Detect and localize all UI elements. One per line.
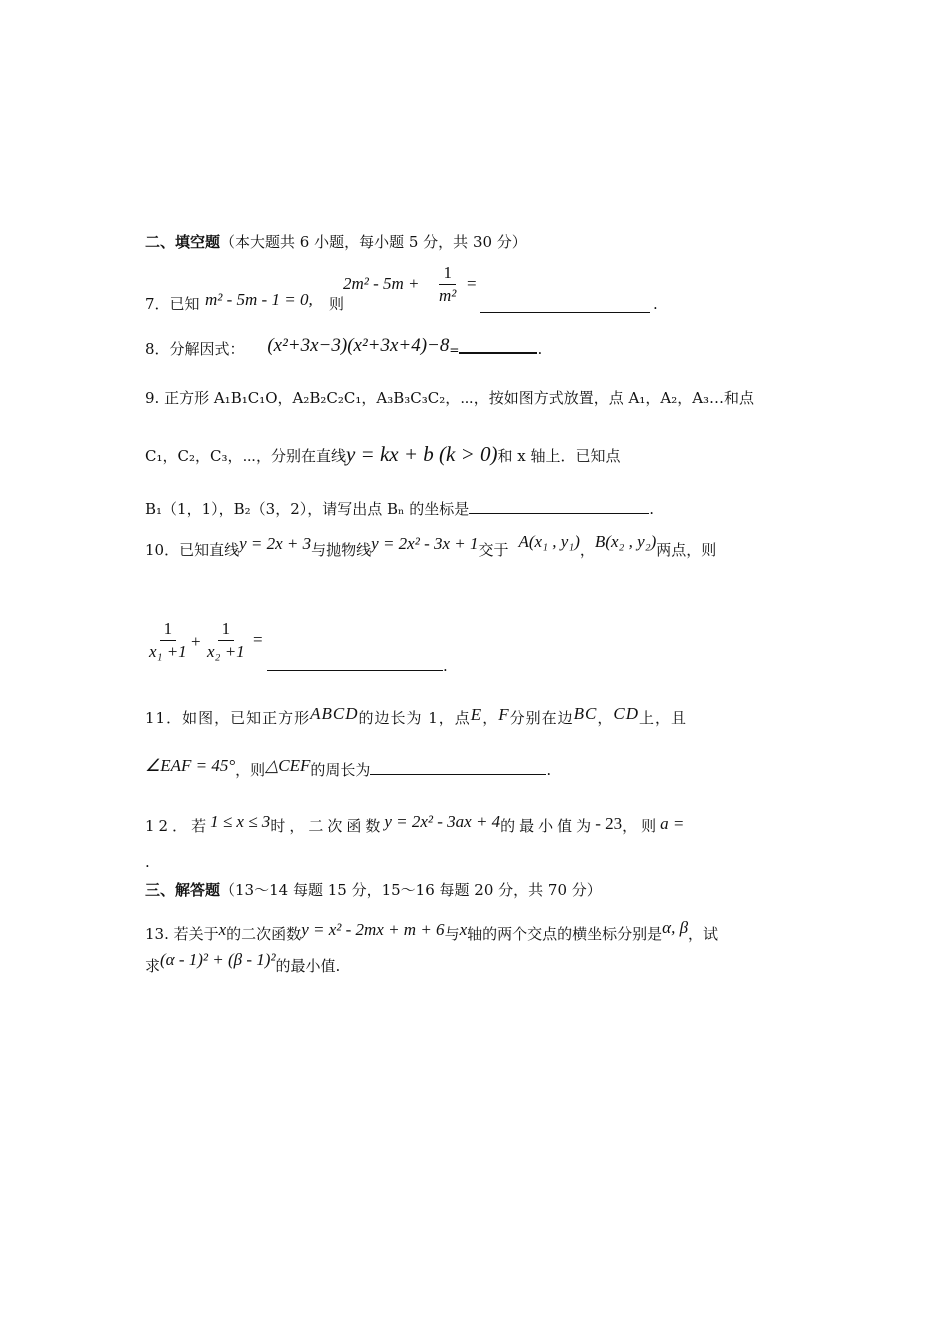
q10-f2-num: 1	[218, 618, 235, 641]
q10-fraction-1	[145, 618, 191, 663]
q9-text-3: B₁（1，1），B₂（3，2），请写出点 Bₙ 的坐标是	[145, 500, 470, 518]
q7-frac-den: m²	[439, 286, 457, 305]
q10-intersect: 交于	[478, 541, 509, 559]
q7-answer-blank[interactable]	[480, 296, 650, 313]
q13-text-c: 与	[444, 925, 460, 943]
q13-text-a: 13. 若关于	[145, 925, 219, 943]
q10-answer-blank[interactable]	[267, 656, 443, 671]
q10-end: .	[443, 657, 448, 675]
q10-number: 10．已知直线	[145, 541, 240, 559]
q13-text-b: 的二次函数	[226, 925, 302, 943]
q12-minimum: - 23	[595, 814, 623, 833]
q10-mid: 与抛物线	[311, 541, 372, 559]
q10-point-a: A(x₁ , y₁)	[518, 532, 580, 551]
q11-side-bc: BC	[573, 704, 598, 723]
q7-frac-num: 1	[439, 262, 456, 285]
q11-text-d: 上，且	[638, 709, 687, 727]
q12-variable-a: a =	[660, 814, 685, 833]
q11-line-1	[145, 704, 805, 728]
q9-answer-blank[interactable]	[469, 499, 649, 514]
q8-answer-blank[interactable]	[459, 338, 537, 354]
section-3-note: （13～14 每题 15 分，15～16 每题 20 分，共 70 分）	[220, 881, 602, 899]
q12-line-1	[145, 812, 809, 836]
q12-range: 1 ≤ x ≤ 3	[210, 812, 271, 831]
q9-text-2a: C₁，C₂，C₃，⋯，分别在直线	[145, 447, 346, 465]
q13-text-d: 轴的两个交点的横坐标分别是	[467, 925, 663, 943]
q11-comma-1: ，	[482, 709, 499, 727]
q7-fraction	[435, 262, 460, 307]
q7-end: .	[653, 295, 658, 313]
q8-number: 8．分解因式：	[145, 340, 245, 358]
q7-number: 7．已知	[145, 295, 200, 313]
q10-line-equation: y = 2x + 3	[239, 534, 312, 553]
q10-f2-den: x₂ +1	[207, 642, 245, 661]
q12-text-d: ，则	[622, 817, 661, 835]
q10-f1-den: x₁ +1	[149, 642, 187, 661]
section-2-heading	[145, 232, 527, 252]
q11-text-f: 的周长为	[310, 761, 371, 779]
q9-line-2	[145, 444, 621, 466]
q13-function: y = x² - 2mx + m + 6	[301, 920, 445, 939]
q9-end: .	[649, 500, 655, 518]
q9-text-2b: 和 x 轴上．已知点	[497, 447, 621, 465]
q11-square: ABCD	[310, 704, 359, 723]
section-3-title: 三、解答题	[145, 881, 221, 899]
q11-point-e: E	[470, 705, 483, 724]
q10-equals: =	[253, 630, 263, 649]
q12-line-2	[145, 852, 150, 872]
q11-text-c: 分别在边	[509, 709, 574, 727]
q11-end: .	[546, 761, 552, 779]
q10-tail: 两点，则	[656, 541, 717, 559]
q9-line-3	[145, 499, 654, 519]
q11-triangle: △CEF	[265, 756, 311, 775]
q10-f1-num: 1	[160, 618, 177, 641]
q10-comma: ，	[579, 541, 595, 559]
q11-answer-blank[interactable]	[370, 760, 546, 775]
q12-text-b: 时，二次函数	[270, 817, 385, 835]
q7-equals: =	[467, 274, 477, 293]
section-3-heading	[145, 880, 602, 900]
q13-roots: α, β	[662, 918, 689, 937]
q11-text-b: 的边长为 1，点	[358, 709, 471, 727]
q12-text-c: 的最小值为	[500, 817, 596, 835]
q9-line-1	[145, 388, 754, 408]
q10-parabola: y = 2x² - 3x + 1	[371, 534, 479, 553]
question-10	[145, 532, 717, 560]
q10-plus: +	[191, 632, 201, 651]
q10-fraction-2	[203, 618, 249, 663]
q13-text-g: 的最小值.	[275, 957, 341, 975]
q9-text-1: 9. 正方形 A₁B₁C₁O，A₂B₂C₂C₁，A₃B₃C₃C₂，⋯，按如图方式放置，点 A₁，A₂，A₃…和点	[145, 389, 755, 407]
q9-line-equation: y = kx + b (k > 0)	[345, 442, 498, 466]
section-2-note: （本大题共 6 小题，每小题 5 分，共 30 分）	[220, 233, 527, 251]
section-2-title: 二、填空题	[145, 233, 221, 251]
q13-x-2: x	[459, 920, 468, 939]
q13-text-e: ，试	[688, 925, 719, 943]
q11-line-2	[145, 756, 552, 780]
q13-expression: (α - 1)² + (β - 1)²	[160, 950, 276, 969]
q8-end: .	[537, 340, 543, 358]
q11-text-a: 11．如图，已知正方形	[145, 709, 311, 727]
q7-condition: m² - 5m - 1 = 0,	[205, 290, 313, 309]
q13-x-1: x	[218, 920, 227, 939]
q11-point-f: F	[498, 705, 510, 724]
q11-comma-2: ，	[597, 709, 614, 727]
question-8	[145, 335, 543, 360]
q7-then: 则	[329, 295, 345, 313]
q7-expression: 2m² - 5m +	[343, 274, 420, 293]
q8-expression: (x²+3x−3)(x²+3x+4)−8	[267, 335, 450, 356]
q13-line-1	[145, 918, 719, 944]
q11-side-cd: CD	[613, 704, 639, 723]
q11-angle: ∠EAF = 45°	[145, 756, 236, 775]
q12-dot: .	[145, 853, 150, 871]
q11-text-e: ，则	[235, 761, 266, 779]
q12-text-a: 12．若	[145, 817, 211, 835]
q8-equals: =	[449, 343, 460, 357]
q13-text-f: 求	[145, 957, 161, 975]
q13-line-2	[145, 950, 341, 976]
q12-function: y = 2x² - 3ax + 4	[384, 812, 501, 831]
q10-point-b: B(x₂ , y₂)	[594, 532, 657, 551]
